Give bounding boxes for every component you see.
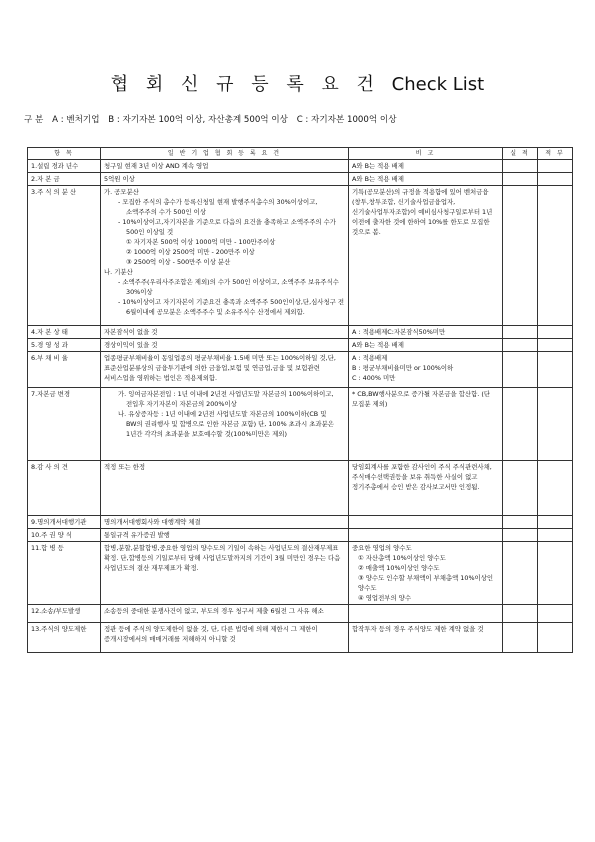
item-cell: 6.부 채 비 율: [28, 352, 101, 388]
requirement-cell-line: 통일규격 유가증권 발행: [104, 531, 170, 539]
header-performance: 실 적: [503, 148, 538, 160]
title-english: Check List: [391, 74, 485, 95]
requirement-cell: [101, 623, 349, 653]
note-cell: [349, 529, 503, 542]
requirement-cell-line: 적정 또는 한정: [104, 463, 146, 471]
requirement-cell: [101, 461, 349, 516]
requirement-cell-line: 합병,분할,분할합병,중요한 영업의 양수도의 기일이 속하는 사업년도의 결산재무제표 확정. 단,합병등의 기일로부터 당해 사업년도말까지의 기간이 3월 미만인 경우는 다음 사업년도의 결산 재무제표가 확정.: [104, 544, 341, 572]
suitability-cell[interactable]: [538, 542, 573, 605]
note-cell-line: 당임회계사를 포함한 감사인이 주식 주식관련사채,주식매수선택권등을 보유 취득한 사실이 없고 정기주총에서 승인 받은 감사보고서만 인정됨.: [352, 463, 492, 491]
table-row: [28, 623, 573, 653]
requirement-cell-line: - 10%이상이고,자기자본을 기준으로 다음의 요건을 충족하고 소액주주의 수가 500인 이상일 것: [118, 218, 336, 236]
requirement-cell-line: - 10%이상이고 자기자본이 기준요건 충족과 소액주주 500인이상,단,심사청구 전 6월이내에 공모분은 소액주주수 및 소유주식수 산정에서 제외함.: [118, 298, 345, 316]
suitability-cell[interactable]: [538, 186, 573, 326]
requirement-cell: [101, 160, 349, 173]
performance-cell[interactable]: [503, 542, 538, 605]
item-cell: 5.경 영 성 과: [28, 339, 101, 352]
table-row: [28, 339, 573, 352]
requirement-cell-line: 자본잠식이 없을 것: [104, 328, 158, 336]
table-row: [28, 186, 573, 326]
header-requirement: 일 반 기 업 협 회 등 록 요 건: [101, 148, 349, 160]
requirement-cell: [101, 173, 349, 186]
note-cell-line: 중요한 영업의 양수도: [352, 544, 412, 552]
requirement-cell-line: ① 자기자본 500억 이상 1000억 미만 - 100만주이상: [126, 238, 276, 246]
item-cell: 10.주 권 양 식: [28, 529, 101, 542]
requirement-cell-line: - 소액주주(우리사주조합은 제외)의 수가 500인 이상이고, 소액주주 보유주식수 30%이상: [118, 278, 339, 296]
table-row: [28, 605, 573, 623]
note-cell-line: ② 매출액 10%이상인 양수도: [358, 564, 440, 572]
note-cell-line: A : 적용배제: [352, 354, 388, 362]
item-cell: 3.주 식 의 분 산: [28, 186, 101, 326]
note-cell-line: ① 자산총액 10%이상인 양수도: [358, 554, 446, 562]
suitability-cell[interactable]: [538, 173, 573, 186]
requirement-cell-line: 가. 공모분산: [104, 188, 139, 196]
requirement-cell: [101, 605, 349, 623]
suitability-cell[interactable]: [538, 623, 573, 653]
table-row: [28, 173, 573, 186]
header-note: 비 고: [349, 148, 503, 160]
performance-cell[interactable]: [503, 339, 538, 352]
legend-b: B : 자기자본 100억 이상, 자산총계 500억 이상: [108, 115, 288, 125]
item-cell: 12.소송/부도발생: [28, 605, 101, 623]
item-cell: 7.자본금 변경: [28, 388, 101, 461]
requirement-cell: [101, 542, 349, 605]
header-item: 항 목: [28, 148, 101, 160]
note-cell-line: A와 B는 적용 배제: [352, 175, 404, 183]
performance-cell[interactable]: [503, 529, 538, 542]
legend-label: 구 분: [24, 115, 44, 125]
note-cell-line: ③ 양수도 인수할 부채액이 부채총액 10%이상인 양수도: [358, 574, 494, 592]
performance-cell[interactable]: [503, 160, 538, 173]
note-cell: [349, 542, 503, 605]
requirement-cell-line: 소송등의 중대한 분쟁사건이 없고, 부도의 경우 청구서 제출 6월전 그 사유 해소: [104, 607, 324, 615]
note-cell-line: C : 400% 미만: [352, 374, 396, 382]
header-suitability: 적 부: [538, 148, 573, 160]
requirement-cell-line: 명의개서대행회사와 대행계약 체결: [104, 518, 201, 526]
item-cell: 8.감 사 의 견: [28, 461, 101, 516]
requirement-cell-line: 청구일 현재 3년 이상 AND 계속 영업: [104, 162, 209, 170]
suitability-cell[interactable]: [538, 339, 573, 352]
table-row: [28, 516, 573, 529]
requirement-cell-line: 업종평균부채비율이 동일업종의 평균부채비율 1.5배 미만 또는 100%이하일 것,단,표준산업분류상의 금융투기관에 의한 금융업,보험 및 연금업,금융 및 보험관련 서비스업을 영위하는 법인은 적용제외함.: [104, 354, 336, 382]
suitability-cell[interactable]: [538, 461, 573, 516]
note-cell-line: A : 적용배제C:자본잠식50%미만: [352, 328, 446, 336]
requirement-cell: [101, 388, 349, 461]
performance-cell[interactable]: [503, 388, 538, 461]
requirement-cell-line: 나. 유상증자등 : 1년 이내에 2년전 사업년도말 자본금의 100%이하(CB 및 BW의 권리행사 및 합병으로 인한 자본금 포함) 단, 100% 초과시 초과분은 1년간 각각의 초과분을 보호예수할 것(100%미만은 제외): [118, 410, 334, 438]
requirement-cell-line: ② 1000억 이상 2500억 미만 - 200만주 이상: [126, 248, 255, 256]
table-row: [28, 326, 573, 339]
item-cell: 4.자 본 상 태: [28, 326, 101, 339]
table-row: [28, 352, 573, 388]
suitability-cell[interactable]: [538, 352, 573, 388]
note-cell: [349, 173, 503, 186]
note-cell: [349, 160, 503, 173]
note-cell: [349, 605, 503, 623]
note-cell-line: ④ 영업전부의 양수: [358, 594, 412, 602]
legend-c: C : 자기자본 1000억 이상: [296, 115, 397, 125]
suitability-cell[interactable]: [538, 326, 573, 339]
item-cell: 13.주식의 양도제한: [28, 623, 101, 653]
suitability-cell[interactable]: [538, 160, 573, 173]
table-header-row: [28, 148, 573, 160]
requirement-cell-line: 나. 기분산: [104, 268, 133, 276]
requirement-cell: [101, 326, 349, 339]
requirement-cell-line: 가. 잉여금자본전입 : 1년 이내에 2년전 사업년도말 자본금의 100%이하이고, 전입후 자기자본이 자본금의 200%이상: [118, 390, 334, 408]
requirement-cell: [101, 516, 349, 529]
note-cell: [349, 461, 503, 516]
item-cell: 1.설립 경과 년수: [28, 160, 101, 173]
requirement-cell: [101, 339, 349, 352]
note-cell-line: 기특(공모분산)의 규정을 적용함에 있어 벤처금융(창투,창투조합, 신기술사업금융업자,신기술사업투자조합)이 예비심사청구일로부터 1년 이전에 출자한 것에 한하여 10%를 한도로 모집한 것으로 봄.: [352, 188, 493, 236]
performance-cell[interactable]: [503, 605, 538, 623]
item-cell: 11.합 병 등: [28, 542, 101, 605]
requirement-cell-line: 정관 등에 주식의 양도제한이 없을 것, 단, 다른 법령에 의해 제한시 그 제한이 증개시장에서의 매매거래를 저해하지 아니할 것: [104, 625, 318, 643]
performance-cell[interactable]: [503, 186, 538, 326]
table-row: [28, 542, 573, 605]
table-row: [28, 160, 573, 173]
note-cell: [349, 516, 503, 529]
requirement-cell-line: 5억원 이상: [104, 175, 135, 183]
checklist-body: [28, 160, 573, 653]
document-title: [0, 70, 595, 96]
performance-cell[interactable]: [503, 326, 538, 339]
note-cell-line: A와 B는 적용 배제: [352, 162, 404, 170]
table-row: [28, 529, 573, 542]
item-cell: 2.자 본 금: [28, 173, 101, 186]
suitability-cell[interactable]: [538, 529, 573, 542]
suitability-cell[interactable]: [538, 605, 573, 623]
requirement-cell: [101, 529, 349, 542]
note-cell: [349, 352, 503, 388]
note-cell-line: 합작투자 등의 경우 주식양도 제한 계약 없을 것: [352, 625, 484, 633]
performance-cell[interactable]: [503, 623, 538, 653]
checklist-table: [27, 147, 573, 653]
requirement-cell: [101, 186, 349, 326]
note-cell: [349, 388, 503, 461]
performance-cell[interactable]: [503, 516, 538, 529]
note-cell-line: * CB,BW행사분으로 증가될 자본금을 합산함. (단 모집분 제외): [352, 390, 491, 408]
requirement-cell-line: - 모집한 주식의 총수가 등록신청일 현재 발행주식총수의 30%이상이고, 소액주주의 수가 500인 이상: [118, 198, 318, 216]
table-row: [28, 461, 573, 516]
performance-cell[interactable]: [503, 352, 538, 388]
note-cell: [349, 339, 503, 352]
title-korean: 협 회 신 규 등 록 요 건: [110, 74, 380, 95]
note-cell: [349, 623, 503, 653]
performance-cell[interactable]: [503, 173, 538, 186]
category-legend: [24, 113, 584, 125]
requirement-cell-line: 경상이익이 있을 것: [104, 341, 158, 349]
note-cell: [349, 326, 503, 339]
note-cell-line: A와 B는 적용 배제: [352, 341, 404, 349]
suitability-cell[interactable]: [538, 388, 573, 461]
item-cell: 9.명의개서대행기관: [28, 516, 101, 529]
requirement-cell-line: ③ 2500억 이상 - 500만주 이상 분산: [126, 258, 231, 266]
note-cell-line: B : 평균부채비율미만 or 100%이하: [352, 364, 454, 372]
performance-cell[interactable]: [503, 461, 538, 516]
note-cell: [349, 186, 503, 326]
legend-a: A : 벤처기업: [52, 115, 100, 125]
suitability-cell[interactable]: [538, 516, 573, 529]
table-row: [28, 388, 573, 461]
requirement-cell: [101, 352, 349, 388]
